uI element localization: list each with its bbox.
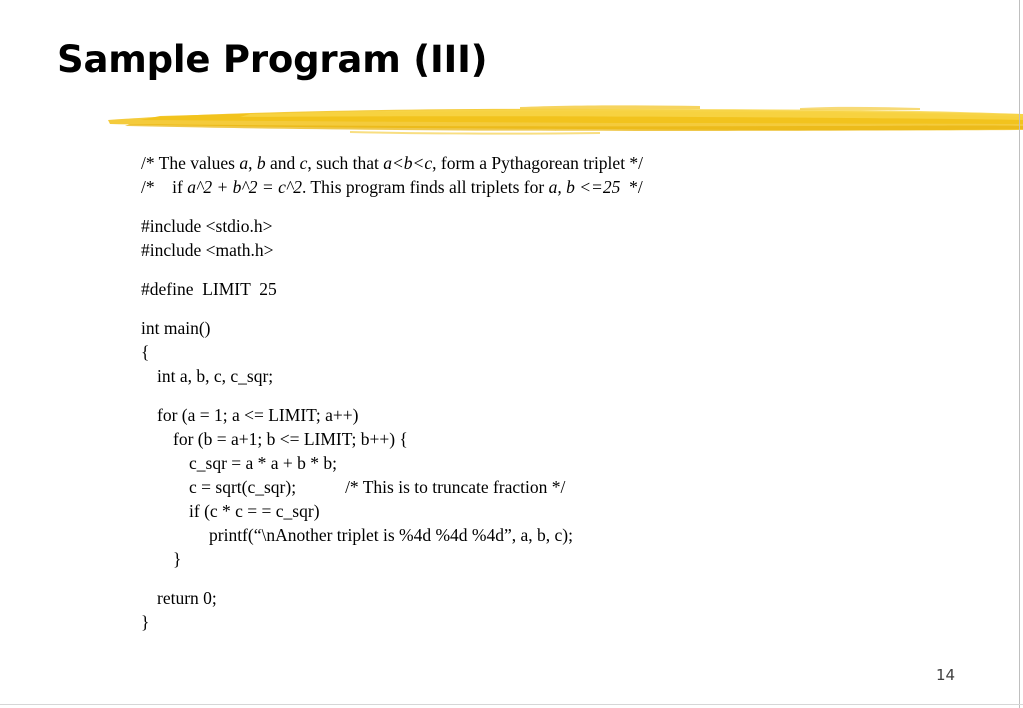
var-b: b [256, 153, 266, 173]
variable-declaration: int a, b, c, c_sqr; [157, 366, 274, 386]
slide-title: Sample Program (III) [57, 38, 488, 81]
comment-text: . This program finds all triplets for [301, 177, 549, 197]
comment-text: , [248, 153, 257, 173]
brush-strokes [108, 105, 1023, 134]
main-open-brace: { [141, 342, 150, 362]
include-math: #include <math.h> [141, 240, 274, 260]
comment-text: /* if [141, 177, 188, 197]
comment-text: , such that [307, 153, 384, 173]
include-stdio: #include <stdio.h> [141, 216, 273, 236]
inequality: a<b<c [383, 153, 433, 173]
for-close-brace: } [173, 549, 182, 569]
sqrt-assignment: c = sqrt(c_sqr); [189, 477, 297, 497]
var-a: a [239, 153, 249, 173]
sqrt-line [141, 475, 1001, 499]
comment-line-1 [141, 151, 1001, 175]
define-limit: #define LIMIT 25 [141, 279, 277, 299]
limit-condition: a, b <=25 [548, 177, 621, 197]
inner-for-loop: for (b = a+1; b <= LIMIT; b++) { [173, 429, 408, 449]
comment-line-2 [141, 175, 1001, 199]
outer-for-loop: for (a = 1; a <= LIMIT; a++) [157, 405, 359, 425]
code-listing [141, 151, 1001, 634]
title-underline-brush [100, 100, 1023, 138]
comment-text: */ [620, 177, 643, 197]
bottom-border-rule [0, 704, 1023, 705]
printf-call: printf(“\nAnother triplet is %4d %4d %4d”, a, b, c); [209, 525, 573, 545]
right-border-rule [1019, 0, 1020, 708]
csqr-assignment: c_sqr = a * a + b * b; [189, 453, 338, 473]
truncate-comment: /* This is to truncate fraction */ [345, 477, 566, 497]
var-c: c [299, 153, 308, 173]
main-close-brace: } [141, 612, 150, 632]
if-check: if (c * c = = c_sqr) [189, 501, 320, 521]
comment-text: /* The values [141, 153, 240, 173]
comment-text: and [265, 153, 300, 173]
comment-text: , form a Pythagorean triplet */ [432, 153, 644, 173]
return-statement: return 0; [157, 588, 217, 608]
page-number: 14 [936, 666, 956, 684]
pythagorean-equation: a^2 + b^2 = c^2 [187, 177, 302, 197]
main-signature: int main() [141, 318, 211, 338]
